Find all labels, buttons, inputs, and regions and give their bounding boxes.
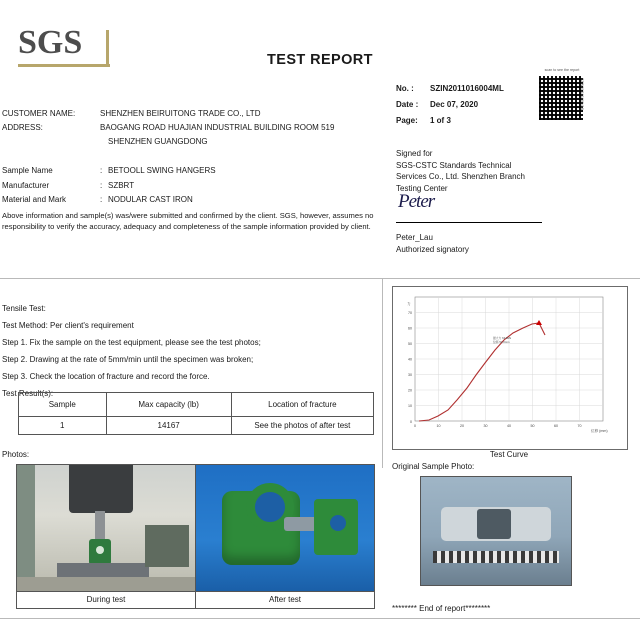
photo-original-sample bbox=[421, 477, 571, 585]
svg-text:70: 70 bbox=[408, 311, 412, 315]
svg-text:60: 60 bbox=[408, 326, 412, 331]
photos-row bbox=[17, 465, 375, 592]
signature-line bbox=[396, 222, 542, 223]
svg-text:位移 52.0mm: 位移 52.0mm bbox=[493, 340, 510, 344]
cell-fracture-location: See the photos of after test bbox=[231, 417, 373, 435]
photos-label: Photos: bbox=[2, 450, 30, 459]
tensile-step-2: Step 2. Drawing at the rate of 5mm/min until the specimen was broken; bbox=[2, 355, 254, 364]
chart-xlabel: 位移 (mm) bbox=[591, 429, 608, 433]
material-label: Material and Mark bbox=[2, 195, 67, 204]
customer-address-row bbox=[2, 122, 372, 135]
signature-org-line2: Services Co., Ltd. Shenzhen Branch bbox=[396, 172, 525, 181]
sample-info bbox=[2, 164, 372, 208]
col-fracture-location: Location of fracture bbox=[231, 393, 373, 417]
report-date-value: Dec 07, 2020 bbox=[430, 100, 479, 109]
svg-text:70: 70 bbox=[577, 424, 582, 428]
manufacturer-row bbox=[2, 179, 372, 192]
report-date-label: Date : bbox=[396, 100, 419, 109]
photo-caption-after: After test bbox=[196, 592, 375, 609]
sample-name-label: Sample Name bbox=[2, 166, 53, 175]
tensile-step-1: Step 1. Fix the sample on the test equipment, please see the test photos; bbox=[2, 338, 261, 347]
report-no-label: No. : bbox=[396, 84, 414, 93]
material-colon: : bbox=[100, 195, 103, 204]
section-divider-bottom bbox=[0, 618, 640, 619]
sample-name-colon: : bbox=[100, 166, 103, 175]
test-curve-chart bbox=[392, 286, 628, 450]
manufacturer-value: SZBRT bbox=[108, 180, 135, 190]
material-value: NODULAR CAST IRON bbox=[108, 195, 193, 204]
customer-address-line1: BAOGANG ROAD HUAJIAN INDUSTRIAL BUILDING ROOM 519 bbox=[100, 123, 335, 132]
manufacturer-colon: : bbox=[100, 180, 103, 190]
table-header-row bbox=[19, 393, 374, 417]
sample-name-row bbox=[2, 164, 372, 177]
report-page-label: Page: bbox=[396, 116, 418, 125]
report-no-value: SZIN2011016004ML bbox=[430, 84, 504, 93]
report-page-value: 1 of 3 bbox=[430, 116, 451, 125]
photo-captions-row bbox=[17, 592, 375, 609]
svg-text:40: 40 bbox=[507, 424, 511, 428]
photo-during-test bbox=[17, 465, 195, 591]
customer-address-label: ADDRESS: bbox=[2, 123, 43, 132]
signed-for-label: Signed for bbox=[396, 149, 433, 158]
end-of-report: ******** End of report******** bbox=[392, 604, 491, 613]
signature-block bbox=[396, 148, 546, 255]
table-row bbox=[19, 417, 374, 435]
report-meta bbox=[396, 82, 536, 130]
report-date-row bbox=[396, 98, 536, 111]
svg-text:0: 0 bbox=[414, 424, 416, 428]
material-row bbox=[2, 193, 372, 206]
signature-name: Peter_Lau bbox=[396, 233, 433, 242]
chart-caption: Test Curve bbox=[489, 450, 529, 459]
photo-after-test bbox=[196, 465, 374, 591]
report-no-row bbox=[396, 82, 536, 95]
customer-name-label: CUSTOMER NAME: bbox=[2, 109, 76, 118]
qr-code-icon[interactable] bbox=[539, 76, 583, 120]
svg-text:最大力 63.0kN: 最大力 63.0kN bbox=[493, 336, 512, 340]
page-title: TEST REPORT bbox=[267, 52, 373, 68]
signature-org-line1: SGS-CSTC Standards Technical bbox=[396, 160, 512, 170]
svg-text:20: 20 bbox=[408, 388, 412, 393]
photo-cell-during bbox=[17, 465, 196, 592]
signature-role: Authorized signatory bbox=[396, 244, 469, 254]
report-page-row bbox=[396, 114, 536, 127]
svg-text:0: 0 bbox=[410, 420, 412, 424]
tensile-method: Test Method: Per client's requirement bbox=[2, 321, 134, 330]
customer-name-row bbox=[2, 108, 372, 121]
svg-text:40: 40 bbox=[408, 357, 412, 362]
svg-text:60: 60 bbox=[554, 424, 558, 428]
col-sample: Sample bbox=[19, 393, 107, 417]
photo-caption-during: During test bbox=[17, 592, 196, 609]
qr-caption: scan to see the report bbox=[544, 68, 580, 72]
chart-svg bbox=[393, 287, 625, 447]
col-max-capacity: Max capacity (lb) bbox=[106, 393, 231, 417]
customer-name-value: SHENZHEN BEIRUITONG TRADE CO., LTD bbox=[100, 109, 261, 118]
customer-address-line2: SHENZHEN GUANGDONG bbox=[108, 137, 208, 146]
original-sample-label: Original Sample Photo: bbox=[392, 462, 475, 471]
photos-table bbox=[16, 464, 375, 609]
original-sample-photo-frame bbox=[420, 476, 572, 586]
signature-script-text: Peter bbox=[398, 191, 435, 212]
tensile-test-section bbox=[2, 300, 374, 402]
qr-side-label: SZIN2011016004ML bbox=[580, 78, 584, 111]
svg-text:30: 30 bbox=[408, 373, 412, 377]
sgs-logo-text: SGS bbox=[18, 24, 83, 61]
signature-image bbox=[396, 191, 546, 228]
photo-cell-after bbox=[196, 465, 375, 592]
cell-max-capacity: 14167 bbox=[106, 417, 231, 435]
svg-text:50: 50 bbox=[408, 342, 412, 346]
tensile-results-label: Test Result(s): bbox=[2, 389, 54, 398]
disclaimer-text: Above information and sample(s) was/were submitted and confirmed by the client. SGS, however, assumes no responsibility to verify the accuracy, adequacy and completeness of the sample information provided by client. bbox=[2, 211, 374, 231]
section-divider-vertical bbox=[382, 278, 383, 468]
manufacturer-label: Manufacturer bbox=[2, 180, 50, 190]
svg-text:50: 50 bbox=[530, 424, 535, 428]
svg-text:10: 10 bbox=[436, 424, 441, 428]
cell-sample: 1 bbox=[19, 417, 107, 435]
tensile-step-3: Step 3. Check the location of fracture and record the force. bbox=[2, 372, 210, 381]
section-divider-top bbox=[0, 278, 640, 279]
signature-org-line3: Testing Center bbox=[396, 183, 448, 193]
svg-text:30: 30 bbox=[483, 424, 488, 428]
chart-ylabel: 力 bbox=[407, 302, 411, 306]
customer-info bbox=[2, 108, 372, 149]
tensile-heading: Tensile Test: bbox=[2, 304, 46, 313]
svg-text:20: 20 bbox=[460, 424, 464, 428]
sample-name-value: BETOOLL SWING HANGERS bbox=[108, 166, 216, 175]
svg-text:10: 10 bbox=[408, 404, 412, 408]
result-table bbox=[18, 392, 374, 435]
